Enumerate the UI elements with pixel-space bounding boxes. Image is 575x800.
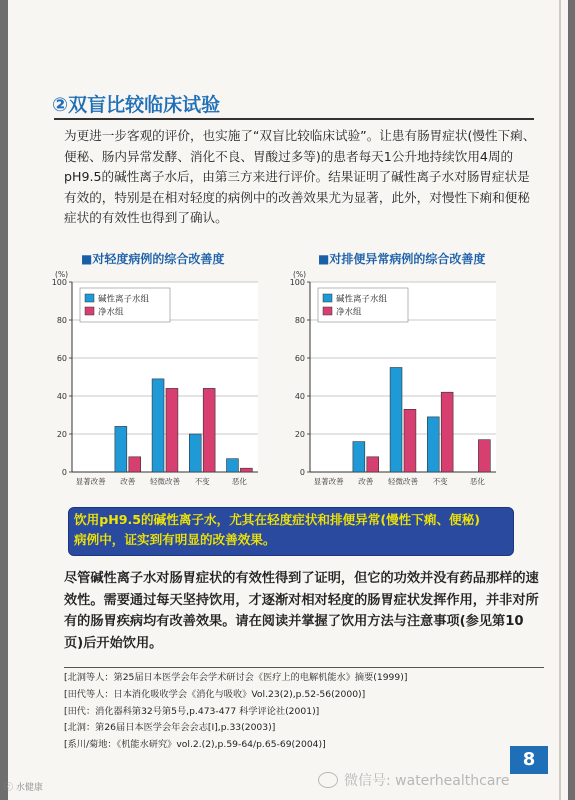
- x-tick-label: 恶化: [231, 477, 247, 486]
- bar-purified: [129, 457, 141, 472]
- chart-legend: [318, 288, 408, 322]
- y-tick-label: 0: [61, 468, 67, 477]
- y-tick-label: 60: [56, 354, 67, 363]
- bar-alkaline: [152, 379, 164, 472]
- y-tick-label: 60: [294, 354, 305, 363]
- reference-item: [田代等人：日本消化吸收学会《消化与吸收》Vol.23(2),p.52-56(2000)]: [64, 688, 366, 700]
- bar-alkaline: [390, 368, 402, 473]
- chart-svg: [276, 268, 506, 498]
- legend-box: [318, 288, 408, 322]
- page-edge: [559, 0, 561, 800]
- document-page: [8, 0, 568, 800]
- bar-alkaline: [353, 442, 365, 472]
- y-tick-label: 20: [56, 430, 67, 439]
- y-tick-label: 40: [56, 392, 67, 401]
- conclusion-line-1: 饮用pH9.5的碱性离子水，尤其在轻度症状和排便异常(慢性下痢、便秘): [74, 512, 481, 527]
- section-title: ②双盲比较临床试验: [52, 94, 221, 116]
- x-tick-label: 轻微改善: [150, 477, 180, 486]
- y-tick-label: 0: [299, 468, 305, 477]
- page-number: 8: [510, 746, 548, 774]
- bar-alkaline: [427, 417, 439, 472]
- legend-swatch-alkaline: [85, 294, 94, 302]
- legend-label: 净水组: [98, 307, 124, 318]
- bar-alkaline: [226, 459, 238, 472]
- x-tick-label: 显著改善: [313, 477, 344, 486]
- bar-alkaline: [115, 426, 127, 472]
- left-chart-title: ■对轻度病例的综合改善度: [81, 252, 225, 266]
- legend-label: 碱性离子水组: [336, 294, 388, 305]
- conclusion-text: [74, 510, 514, 550]
- bar-purified: [166, 388, 178, 472]
- y-tick-label: 20: [294, 430, 305, 439]
- legend-label: 碱性离子水组: [98, 294, 150, 305]
- references-list: [64, 667, 544, 754]
- intro-paragraph: 为更进一步客观的评价，也实施了“双盲比较临床试验”。让患有肠胃症状(慢性下痢、便秘、肠内异常发酵、消化不良、胃酸过多等)的患者每天1公升地持续饮用4周的pH9.5的碱性离子水后，由第三方来进行评价。结果证明了碱性离子水对肠胃症状是有效的，特别是在相对轻度的病例中的改善效果尤为显著，此外，对慢性下痢和便秘症状的有效性也得到了确认。: [64, 128, 536, 225]
- y-tick-label: 80: [294, 316, 305, 325]
- bar-purified: [203, 388, 215, 472]
- legend-swatch-alkaline: [323, 294, 332, 302]
- legend-label: 净水组: [336, 307, 362, 318]
- legend-box: [80, 288, 170, 322]
- title-divider: [54, 118, 534, 120]
- legend-swatch-purified: [85, 307, 94, 315]
- bar-purified: [240, 468, 252, 472]
- reference-item: [系川/菊地：《机能水研究》vol.2.(2),p.59-64/p.65-69(2004)]: [64, 739, 326, 751]
- reference-item: [田代：消化器科第32号第5号,p.473-477 科学评论社(2001)]: [64, 705, 320, 717]
- reference-item: [北洞：第26届日本医学会年会会志[Ⅰ],p.33(2003)]: [64, 722, 276, 734]
- legend-swatch-purified: [323, 307, 332, 315]
- bar-purified: [404, 409, 416, 472]
- x-tick-label: 不变: [432, 477, 448, 486]
- bar-purified: [478, 440, 490, 472]
- y-tick-label: 80: [56, 316, 67, 325]
- right-bar-chart: [276, 268, 506, 498]
- y-tick-label: 100: [289, 278, 305, 287]
- x-tick-label: 轻微改善: [388, 477, 418, 486]
- wechat-watermark: [318, 770, 509, 790]
- x-tick-label: 恶化: [469, 477, 485, 486]
- wechat-icon: [318, 772, 338, 788]
- y-tick-label: 100: [51, 278, 67, 287]
- x-tick-label: 不变: [194, 477, 210, 486]
- x-tick-label: 改善: [358, 477, 374, 486]
- left-bar-chart: [38, 268, 268, 498]
- right-chart-title: ■对排便异常病例的综合改善度: [318, 252, 486, 266]
- y-unit-label: (%): [55, 270, 68, 279]
- watermark-text: 微信号: waterhealthcare: [344, 773, 510, 789]
- x-tick-label: 显著改善: [75, 477, 106, 486]
- x-tick-label: 改善: [120, 477, 136, 486]
- bar-purified: [441, 392, 453, 472]
- corner-watermark: ⓒ 水健康: [4, 783, 43, 793]
- conclusion-line-2: 病例中，证实到有明显的改善效果。: [74, 532, 276, 547]
- reference-item: [北洞等人：第25届日本医学会年会学术研讨会《医疗上的电解机能水》摘要(1999)]: [64, 672, 408, 683]
- chart-legend: [80, 288, 170, 322]
- bar-alkaline: [189, 434, 201, 472]
- y-tick-label: 40: [294, 392, 305, 401]
- y-unit-label: (%): [293, 270, 306, 279]
- body-paragraph: 尽管碱性离子水对肠胃症状的有效性得到了证明，但它的功效并没有药品那样的速效性。需要通过每天坚持饮用，才逐渐对相对轻度的肠胃症状发挥作用，并非对所有的肠胃疾病均有改善效果。请在阅读并掌握了饮用方法与注意事项(参见第10页)后开始饮用。: [64, 571, 539, 651]
- chart-svg: [38, 268, 268, 498]
- bar-purified: [367, 457, 379, 472]
